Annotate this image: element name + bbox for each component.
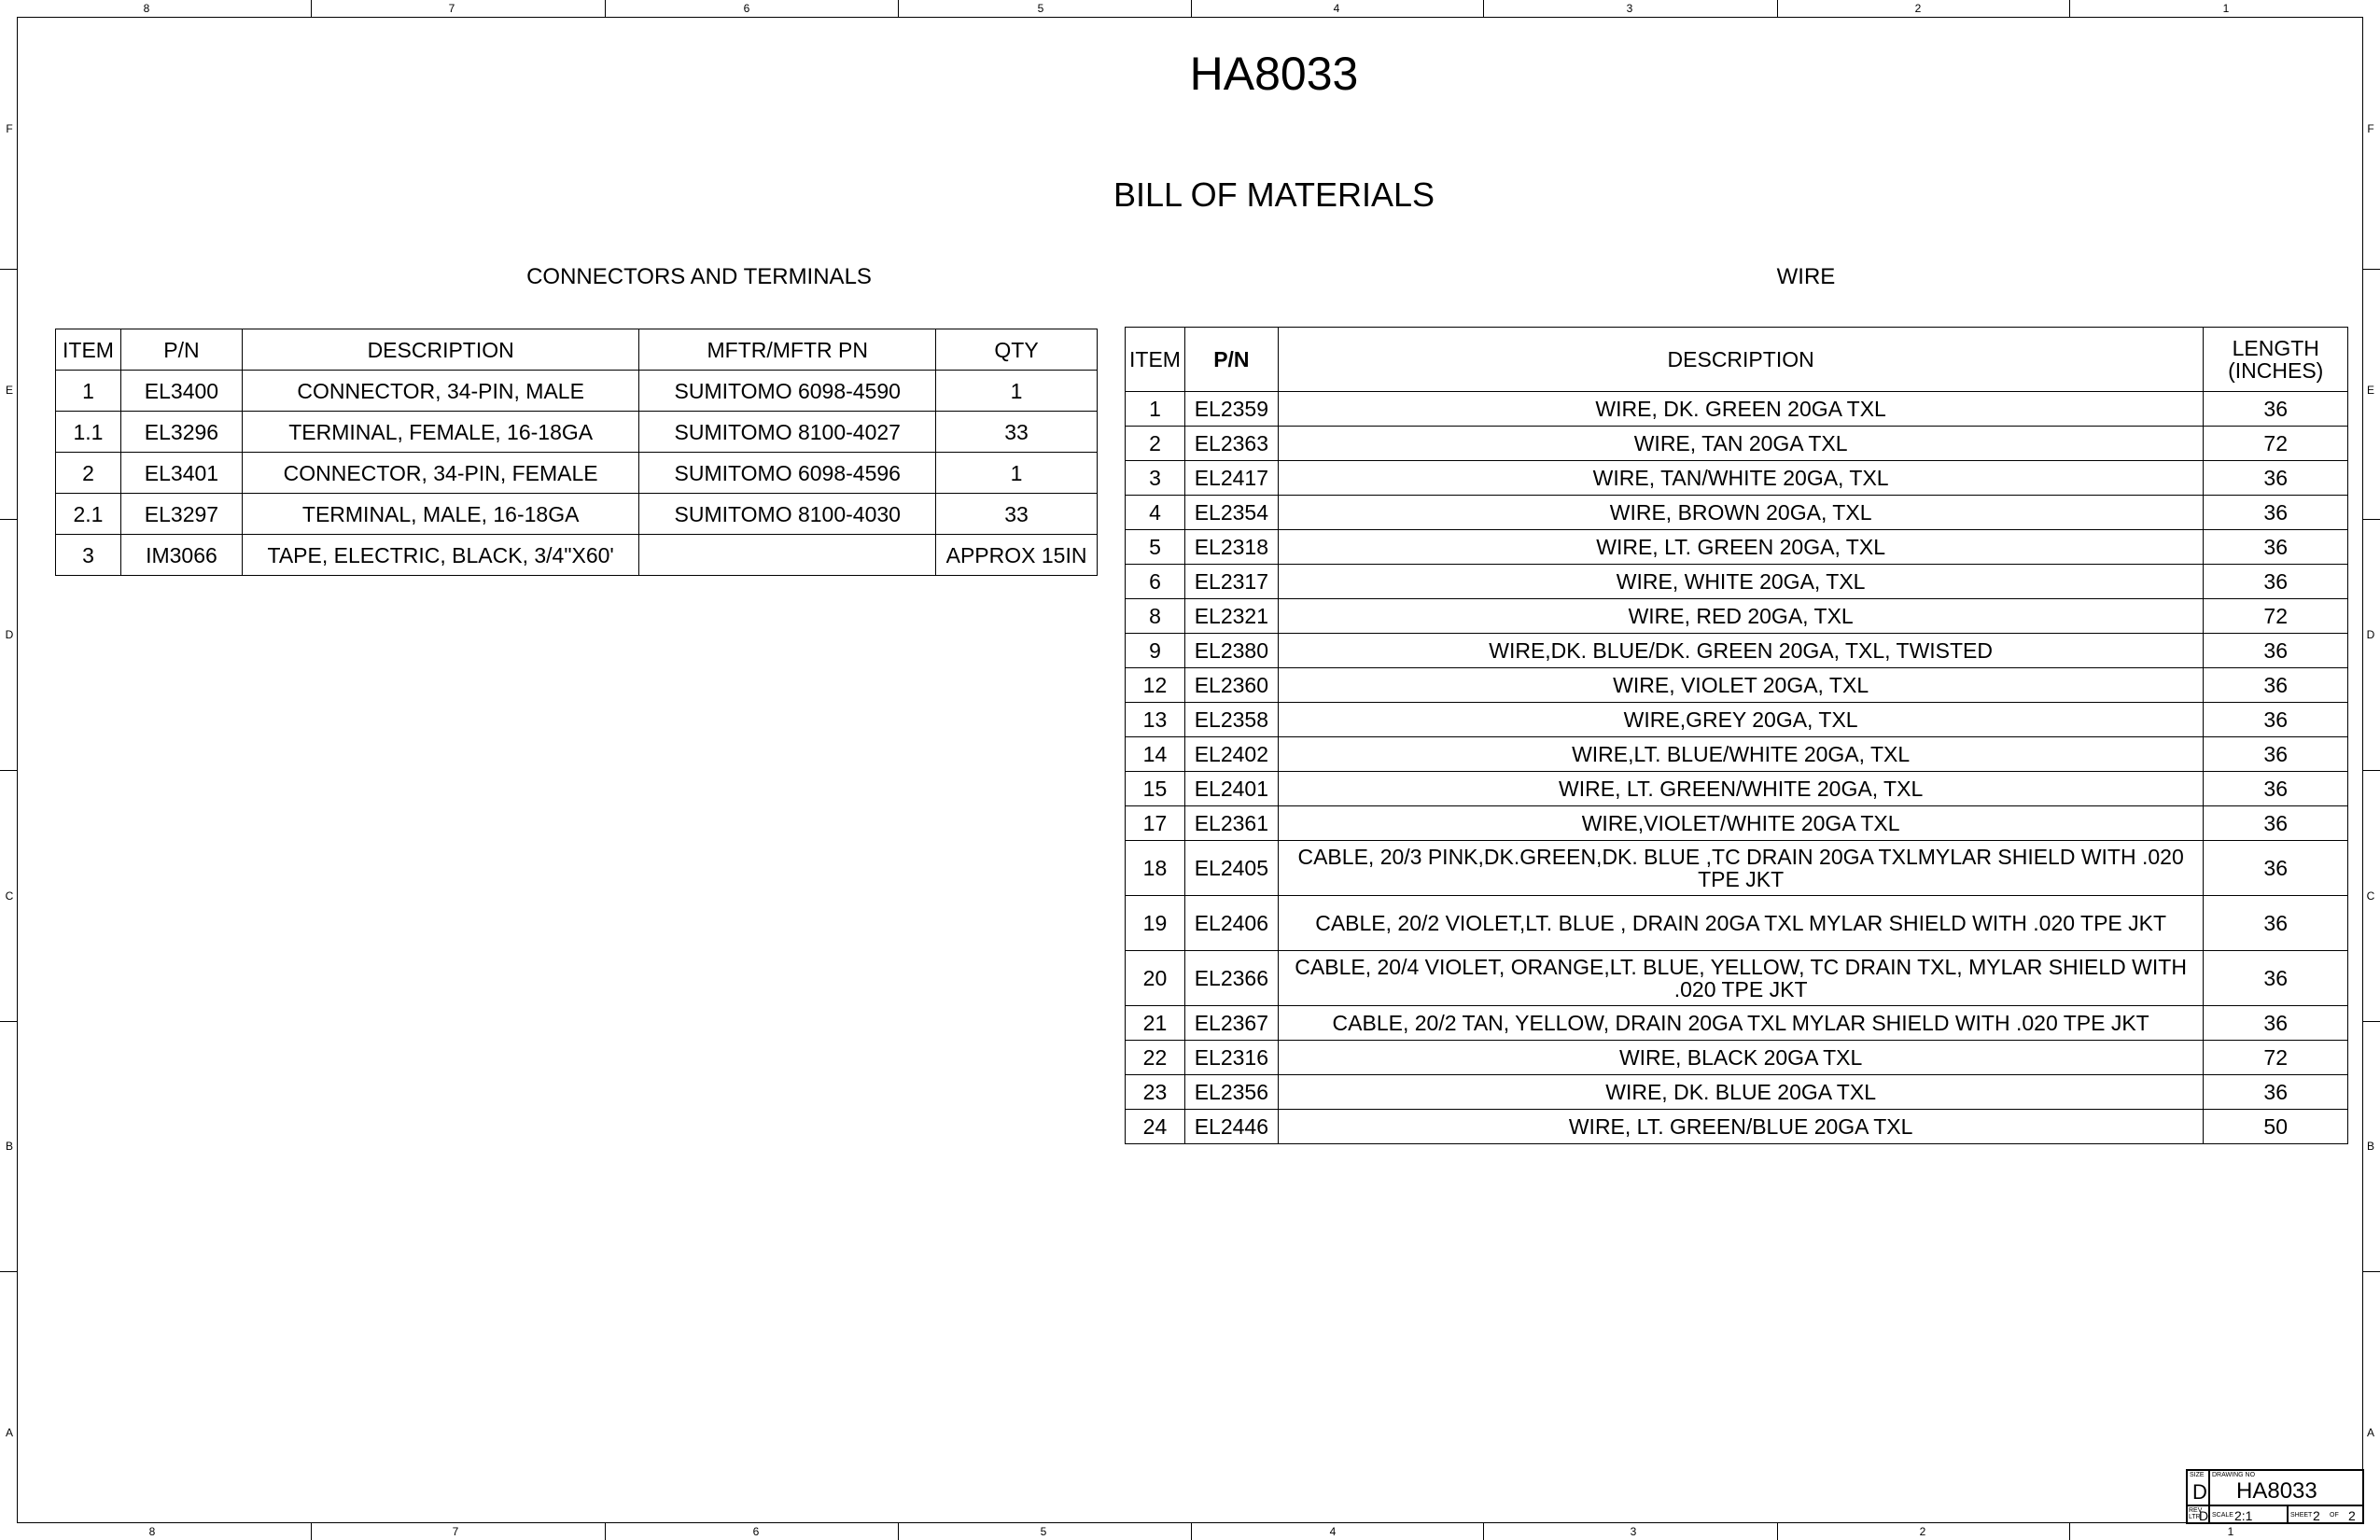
- table-row: [1126, 496, 2348, 530]
- table-cell: 72: [2204, 599, 2348, 634]
- table-cell: EL2354: [1184, 496, 1278, 530]
- zone-tick: [2363, 770, 2380, 771]
- rev-label: REV LTR: [2189, 1507, 2203, 1520]
- table-cell: EL2356: [1184, 1075, 1278, 1110]
- table-cell: 33: [936, 494, 1098, 535]
- zone-tick: [2069, 1523, 2070, 1540]
- zone-column-label: 6: [743, 2, 750, 15]
- table-cell: EL2406: [1184, 896, 1278, 951]
- table-cell: EL2367: [1184, 1006, 1278, 1041]
- table-row: [1126, 599, 2348, 634]
- table-cell: CABLE, 20/3 PINK,DK.GREEN,DK. BLUE ,TC DRAIN 20GA TXLMYLAR SHIELD WITH .020 TPE JKT: [1278, 841, 2204, 896]
- table-cell: 20: [1126, 951, 1185, 1006]
- table-row: [1126, 634, 2348, 668]
- table-cell: WIRE, VIOLET 20GA, TXL: [1278, 668, 2204, 703]
- table-cell: 36: [2204, 392, 2348, 427]
- table-cell: 36: [2204, 1006, 2348, 1041]
- table-cell: WIRE, LT. GREEN/BLUE 20GA TXL: [1278, 1110, 2204, 1144]
- zone-tick: [0, 519, 17, 520]
- table-cell: 72: [2204, 427, 2348, 461]
- zone-row-label: C: [5, 889, 14, 903]
- zone-tick: [2069, 0, 2070, 17]
- table-cell: EL2360: [1184, 668, 1278, 703]
- table-cell: EL2361: [1184, 806, 1278, 841]
- table-row: [56, 412, 1098, 453]
- zone-tick: [0, 1021, 17, 1022]
- table-cell: EL2366: [1184, 951, 1278, 1006]
- table-row: [1126, 841, 2348, 896]
- zone-tick: [311, 1523, 312, 1540]
- zone-column-label: 8: [143, 2, 150, 15]
- table-cell: CABLE, 20/2 TAN, YELLOW, DRAIN 20GA TXL MYLAR SHIELD WITH .020 TPE JKT: [1278, 1006, 2204, 1041]
- table-header-row: [1126, 328, 2348, 392]
- zone-row-label: A: [2366, 1426, 2374, 1439]
- zone-tick: [311, 0, 312, 17]
- zone-row-label: F: [6, 122, 13, 135]
- table-cell: SUMITOMO 8100-4030: [639, 494, 936, 535]
- table-row: [1126, 1041, 2348, 1075]
- table-row: [1126, 772, 2348, 806]
- table-cell: EL3297: [120, 494, 242, 535]
- zone-tick: [1191, 0, 1192, 17]
- zone-tick: [2363, 1271, 2380, 1272]
- table-cell: 8: [1126, 599, 1185, 634]
- drawing-number-title: HA8033: [1189, 48, 1359, 100]
- table-cell: WIRE, TAN 20GA TXL: [1278, 427, 2204, 461]
- zone-tick: [605, 0, 606, 17]
- header-cell: LENGTH (INCHES): [2204, 328, 2348, 392]
- rev-value: D: [2199, 1508, 2209, 1523]
- table-cell: WIRE,VIOLET/WHITE 20GA TXL: [1278, 806, 2204, 841]
- table-cell: EL2417: [1184, 461, 1278, 496]
- table-row: [1126, 1110, 2348, 1144]
- table-row: [1126, 530, 2348, 565]
- table-cell: IM3066: [120, 535, 242, 576]
- table-cell: 36: [2204, 530, 2348, 565]
- table-cell: WIRE, BROWN 20GA, TXL: [1278, 496, 2204, 530]
- zone-row-label: A: [5, 1426, 13, 1439]
- of-label: OF: [2330, 1512, 2339, 1519]
- table-row: [1126, 737, 2348, 772]
- table-cell: EL2358: [1184, 703, 1278, 737]
- of-value: 2: [2348, 1508, 2356, 1523]
- table-cell: EL3296: [120, 412, 242, 453]
- table-cell: WIRE,LT. BLUE/WHITE 20GA, TXL: [1278, 737, 2204, 772]
- table-cell: 2: [56, 453, 121, 494]
- zone-tick: [0, 770, 17, 771]
- zone-column-label: 7: [452, 1525, 459, 1538]
- table-cell: 19: [1126, 896, 1185, 951]
- table-cell: 22: [1126, 1041, 1185, 1075]
- title-block: [2186, 1469, 2364, 1524]
- zone-row-label: D: [2366, 628, 2375, 641]
- zone-tick: [1191, 1523, 1192, 1540]
- connectors-table: [55, 329, 1098, 576]
- table-cell: WIRE,GREY 20GA, TXL: [1278, 703, 2204, 737]
- table-cell: TAPE, ELECTRIC, BLACK, 3/4"X60': [242, 535, 639, 576]
- table-cell: 36: [2204, 737, 2348, 772]
- header-cell: DESCRIPTION: [1278, 328, 2204, 392]
- table-row: [1126, 565, 2348, 599]
- zone-column-label: 4: [1333, 2, 1340, 15]
- table-cell: WIRE,DK. BLUE/DK. GREEN 20GA, TXL, TWISTED: [1278, 634, 2204, 668]
- table-cell: 1: [1126, 392, 1185, 427]
- table-cell: 36: [2204, 841, 2348, 896]
- table-row: [1126, 668, 2348, 703]
- table-cell: EL2321: [1184, 599, 1278, 634]
- table-row: [56, 535, 1098, 576]
- table-cell: EL2318: [1184, 530, 1278, 565]
- table-cell: 5: [1126, 530, 1185, 565]
- table-cell: 2.1: [56, 494, 121, 535]
- table-cell: 9: [1126, 634, 1185, 668]
- zone-column-label: 1: [2227, 1525, 2234, 1538]
- wire-table: [1125, 327, 2348, 1144]
- table-cell: SUMITOMO 6098-4596: [639, 453, 936, 494]
- table-cell: EL2446: [1184, 1110, 1278, 1144]
- table-cell: 36: [2204, 1075, 2348, 1110]
- zone-tick: [1777, 1523, 1778, 1540]
- sheet-value: 2: [2313, 1508, 2320, 1523]
- header-cell: MFTR/MFTR PN: [639, 329, 936, 371]
- zone-column-label: 5: [1037, 2, 1044, 15]
- scale-label: SCALE: [2212, 1512, 2233, 1519]
- zone-tick: [1483, 0, 1484, 17]
- zone-tick: [1777, 0, 1778, 17]
- table-cell: 13: [1126, 703, 1185, 737]
- drawing-no-label: DRAWING NO: [2212, 1472, 2256, 1478]
- table-cell: CONNECTOR, 34-PIN, MALE: [242, 371, 639, 412]
- table-cell: WIRE, DK. BLUE 20GA TXL: [1278, 1075, 2204, 1110]
- table-cell: WIRE, BLACK 20GA TXL: [1278, 1041, 2204, 1075]
- zone-row-label: F: [2367, 122, 2374, 135]
- table-cell: EL2316: [1184, 1041, 1278, 1075]
- zone-row-label: E: [5, 384, 13, 397]
- zone-row-label: B: [2366, 1140, 2374, 1153]
- table-cell: 36: [2204, 772, 2348, 806]
- table-cell: 21: [1126, 1006, 1185, 1041]
- table-row: [1126, 461, 2348, 496]
- table-cell: TERMINAL, MALE, 16-18GA: [242, 494, 639, 535]
- header-cell: QTY: [936, 329, 1098, 371]
- table-cell: 36: [2204, 634, 2348, 668]
- table-cell: 2: [1126, 427, 1185, 461]
- table-cell: SUMITOMO 6098-4590: [639, 371, 936, 412]
- table-cell: 36: [2204, 703, 2348, 737]
- table-row: [56, 453, 1098, 494]
- table-cell: TERMINAL, FEMALE, 16-18GA: [242, 412, 639, 453]
- table-cell: 36: [2204, 951, 2348, 1006]
- zone-tick: [898, 0, 899, 17]
- table-cell: EL3400: [120, 371, 242, 412]
- size-label: SIZE: [2190, 1472, 2205, 1478]
- table-cell: EL2363: [1184, 427, 1278, 461]
- zone-column-label: 4: [1329, 1525, 1337, 1538]
- sheet-label: SHEET: [2290, 1512, 2313, 1519]
- zone-tick: [2363, 519, 2380, 520]
- table-cell: EL2402: [1184, 737, 1278, 772]
- table-row: [1126, 427, 2348, 461]
- zone-column-label: 2: [1919, 1525, 1926, 1538]
- zone-row-label: B: [5, 1140, 13, 1153]
- zone-tick: [1483, 1523, 1484, 1540]
- table-cell: EL2405: [1184, 841, 1278, 896]
- table-cell: EL2317: [1184, 565, 1278, 599]
- table-cell: CABLE, 20/2 VIOLET,LT. BLUE , DRAIN 20GA TXL MYLAR SHIELD WITH .020 TPE JKT: [1278, 896, 2204, 951]
- table-cell: 3: [1126, 461, 1185, 496]
- zone-row-label: E: [2366, 384, 2374, 397]
- table-cell: 36: [2204, 668, 2348, 703]
- scale-value: 2:1: [2234, 1508, 2253, 1523]
- zone-tick: [0, 1271, 17, 1272]
- drawing-no-cell: [2209, 1470, 2364, 1505]
- wire-section-title: WIRE: [1776, 264, 1836, 289]
- zone-column-label: 5: [1040, 1525, 1047, 1538]
- table-cell: WIRE, LT. GREEN 20GA, TXL: [1278, 530, 2204, 565]
- zone-column-label: 6: [752, 1525, 760, 1538]
- zone-column-label: 7: [448, 2, 455, 15]
- table-cell: EL3401: [120, 453, 242, 494]
- zone-column-label: 2: [1914, 2, 1922, 15]
- table-row: [1126, 1075, 2348, 1110]
- zone-column-label: 8: [148, 1525, 156, 1538]
- table-cell: CABLE, 20/4 VIOLET, ORANGE,LT. BLUE, YELLOW, TC DRAIN TXL, MYLAR SHIELD WITH .020 TPE JKT: [1278, 951, 2204, 1006]
- table-cell: 23: [1126, 1075, 1185, 1110]
- size-value: D: [2192, 1480, 2207, 1504]
- table-row: [1126, 1006, 2348, 1041]
- table-row: [1126, 806, 2348, 841]
- zone-tick: [898, 1523, 899, 1540]
- header-cell: DESCRIPTION: [242, 329, 639, 371]
- zone-row-label: C: [2366, 889, 2375, 903]
- zone-column-label: 1: [2222, 2, 2230, 15]
- table-cell: APPROX 15IN: [936, 535, 1098, 576]
- table-cell: 1: [936, 453, 1098, 494]
- table-cell: 1: [56, 371, 121, 412]
- connectors-section-title: CONNECTORS AND TERMINALS: [526, 264, 872, 289]
- table-cell: EL2380: [1184, 634, 1278, 668]
- table-cell: WIRE, RED 20GA, TXL: [1278, 599, 2204, 634]
- sheet-cell: [2288, 1505, 2364, 1524]
- table-cell: EL2401: [1184, 772, 1278, 806]
- table-cell: CONNECTOR, 34-PIN, FEMALE: [242, 453, 639, 494]
- table-cell: WIRE, WHITE 20GA, TXL: [1278, 565, 2204, 599]
- table-cell: 33: [936, 412, 1098, 453]
- drawing-no-value: HA8033: [2236, 1478, 2317, 1504]
- table-cell: 1.1: [56, 412, 121, 453]
- table-cell: 6: [1126, 565, 1185, 599]
- table-row: [56, 494, 1098, 535]
- table-row: [1126, 392, 2348, 427]
- zone-column-label: 3: [1630, 1525, 1637, 1538]
- table-cell: 50: [2204, 1110, 2348, 1144]
- header-cell: ITEM: [1126, 328, 1185, 392]
- header-cell: ITEM: [56, 329, 121, 371]
- table-cell: 15: [1126, 772, 1185, 806]
- header-cell: P/N: [120, 329, 242, 371]
- table-cell: SUMITOMO 8100-4027: [639, 412, 936, 453]
- table-cell: 14: [1126, 737, 1185, 772]
- header-cell: P/N: [1184, 328, 1278, 392]
- scale-cell: [2209, 1505, 2288, 1524]
- table-cell: 36: [2204, 896, 2348, 951]
- table-cell: 3: [56, 535, 121, 576]
- table-cell: 36: [2204, 496, 2348, 530]
- zone-tick: [0, 269, 17, 270]
- zone-tick: [605, 1523, 606, 1540]
- table-cell: 12: [1126, 668, 1185, 703]
- table-cell: 4: [1126, 496, 1185, 530]
- table-cell: [639, 535, 936, 576]
- table-cell: 36: [2204, 806, 2348, 841]
- table-cell: 1: [936, 371, 1098, 412]
- table-cell: 17: [1126, 806, 1185, 841]
- table-cell: 36: [2204, 565, 2348, 599]
- zone-tick: [2363, 1021, 2380, 1022]
- table-cell: WIRE, LT. GREEN/WHITE 20GA, TXL: [1278, 772, 2204, 806]
- table-row: [1126, 951, 2348, 1006]
- table-row: [1126, 703, 2348, 737]
- table-row: [1126, 896, 2348, 951]
- bom-title: BILL OF MATERIALS: [1113, 175, 1435, 214]
- table-cell: 72: [2204, 1041, 2348, 1075]
- table-cell: WIRE, TAN/WHITE 20GA, TXL: [1278, 461, 2204, 496]
- table-cell: 36: [2204, 461, 2348, 496]
- size-cell: [2187, 1470, 2209, 1505]
- table-cell: 18: [1126, 841, 1185, 896]
- table-cell: EL2359: [1184, 392, 1278, 427]
- table-row: [56, 371, 1098, 412]
- zone-column-label: 3: [1626, 2, 1633, 15]
- table-header-row: [56, 329, 1098, 371]
- table-cell: 24: [1126, 1110, 1185, 1144]
- table-cell: WIRE, DK. GREEN 20GA TXL: [1278, 392, 2204, 427]
- zone-row-label: D: [5, 628, 14, 641]
- rev-cell: [2187, 1505, 2209, 1524]
